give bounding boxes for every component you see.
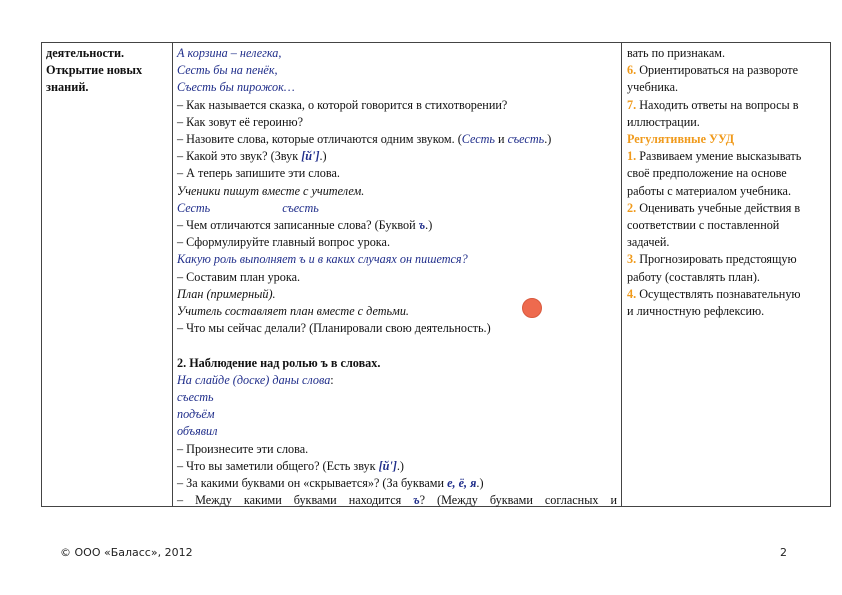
skills-heading: Регулятивные УУД [627, 132, 735, 147]
skill-line: работу (составлять план). [627, 269, 760, 284]
instruction-line: – Произнесите эти слова. [177, 441, 309, 456]
skill-number: 2. [627, 200, 637, 215]
text-span: Прогнозировать предстоящую [636, 252, 797, 267]
skill-line: иллюстрации. [627, 114, 700, 129]
skill-line [627, 97, 825, 114]
text-span: Оценивать учебные действия в [636, 200, 801, 215]
question-line: – Сформулируйте главный вопрос урока. [177, 235, 390, 250]
instruction-line: – Составим план урока. [177, 269, 301, 284]
question-line [177, 217, 617, 234]
section-heading: 2. Наблюдение над ролью ъ в словах. [177, 355, 381, 370]
sound-j: [й'] [378, 458, 397, 473]
lesson-question-line: Какую роль выполняет ъ и в каких случаях он пишется? [177, 252, 468, 267]
word-sjest: съесть [282, 200, 319, 215]
pointer-marker [522, 298, 542, 318]
hard-sign: ъ [418, 218, 426, 233]
skill-line: своё предположение на основе [627, 166, 787, 181]
skill-line [627, 251, 825, 268]
skill-number: 6. [627, 63, 637, 78]
text-span: Ориентироваться на развороте [636, 63, 799, 78]
example-word: подъём [177, 407, 215, 422]
text-span: – Между какими буквами находится [177, 493, 414, 508]
word-sest: Сесть [177, 200, 211, 215]
note-line: План (примерный). [177, 286, 276, 301]
skill-line: соответствии с поставленной [627, 218, 780, 233]
instruction-line: – А теперь запишите эти слова. [177, 166, 340, 181]
text-span: ? (Между буквами согласных и [419, 493, 617, 508]
text-span: – Какой это звук? (Звук [177, 149, 302, 164]
text-span: Находить ответы на вопросы в [636, 97, 799, 112]
question-line [177, 475, 617, 492]
text-span: : [330, 372, 334, 387]
page-number: 2 [780, 546, 787, 559]
skill-number: 7. [627, 97, 637, 112]
example-word: объявил [177, 424, 218, 439]
question-line [177, 148, 617, 165]
text-span: .) [396, 458, 404, 473]
text-span: – Что вы заметили общего? (Есть звук [177, 458, 379, 473]
poem-line: А корзина – нелегка, [177, 46, 282, 60]
question-line: – Как зовут её героиню? [177, 114, 303, 129]
text-span: Осуществлять познавательную [636, 286, 801, 301]
skill-line [627, 148, 825, 165]
skill-line: и личностную рефлексию. [627, 304, 765, 319]
skill-line [627, 62, 825, 79]
text-span: – За какими буквами он «скрывается»? (За буквами [177, 476, 448, 491]
text-span: .) [476, 476, 484, 491]
text-span: – Чем отличаются записанные слова? (Буквой [177, 218, 419, 233]
skill-line [627, 286, 825, 303]
skill-number: 1. [627, 149, 637, 164]
stage-title-line: деятельности. [46, 46, 125, 60]
question-line [177, 492, 617, 509]
word-sjest: съесть [507, 132, 545, 147]
text-span: На слайде (доске) даны слова [177, 372, 331, 387]
skill-line: учебника. [627, 80, 679, 95]
note-line [177, 372, 617, 389]
stage-column [42, 43, 173, 506]
text-span: – Назовите слова, которые отличаются одним звуком. ( [177, 132, 462, 147]
skill-line: задачей. [627, 235, 670, 250]
question-line [177, 458, 617, 475]
skill-number: 3. [627, 252, 637, 267]
skill-line: работы с материалом учебника. [627, 183, 792, 198]
lesson-table [41, 42, 831, 507]
text-span: и [494, 132, 508, 147]
hard-sign: ъ [413, 493, 420, 508]
footer-copyright: © ООО «Баласс», 2012 [60, 546, 193, 559]
skill-number: 4. [627, 286, 637, 301]
question-line: – Как называется сказка, о которой говорится в стихотворении? [177, 97, 508, 112]
lesson-content-column [173, 43, 622, 506]
spacer [177, 337, 617, 354]
word-sest: Сесть [461, 132, 495, 147]
vowel-letters: е, ё, я [447, 476, 477, 491]
written-words-line [177, 200, 617, 217]
poem-line: Сесть бы на пенёк, [177, 63, 278, 78]
skill-line [627, 200, 825, 217]
text-span: .) [319, 149, 327, 164]
text-span: .) [425, 218, 433, 233]
note-line: Ученики пишут вместе с учителем. [177, 183, 365, 198]
text-span: .) [544, 132, 552, 147]
skills-column [622, 43, 830, 506]
text-span: Развиваем умение высказывать [636, 149, 802, 164]
stage-title-line: знаний. [46, 80, 89, 95]
poem-line: Съесть бы пирожок… [177, 80, 295, 95]
note-line: Учитель составляет план вместе с детьми. [177, 304, 409, 319]
skill-line: вать по признакам. [627, 46, 726, 60]
stage-title-line: Открытие новых [46, 63, 143, 78]
question-line [177, 131, 617, 148]
question-line: – Что мы сейчас делали? (Планировали свою деятельность.) [177, 321, 491, 336]
example-word: съесть [177, 390, 214, 405]
sound-j: [й'] [301, 149, 320, 164]
